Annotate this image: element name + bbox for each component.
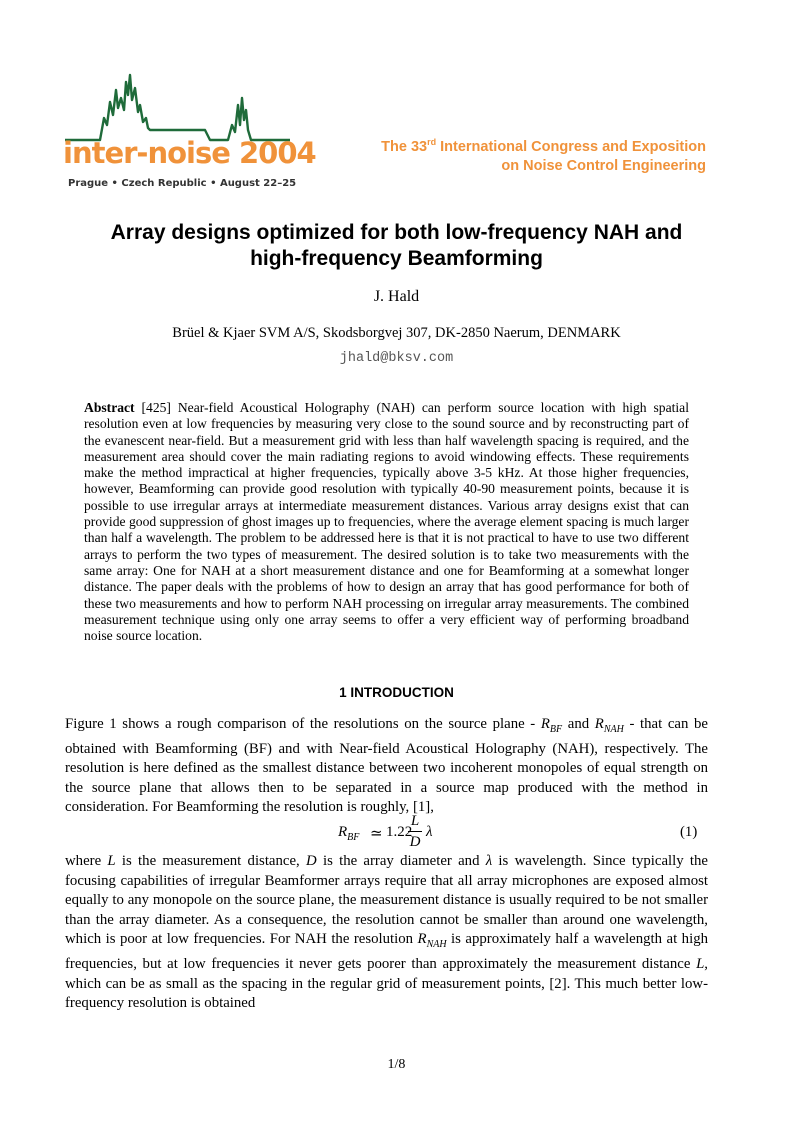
intro-paragraph-1: Figure 1 shows a rough comparison of the resolutions on the source plane - $R_{BF}$ and $R_{NAH}$ - that can be obtained with Beamforming (BF) and with Near-field Acoustical Holography (NAH), respectively. The resolution is here defined as the smallest distance between two incoherent monopoles of equal strength on the source plane that allows then to be separated in a source map produced with the method in consideration. For Beamforming the resolution is roughly, [1], — [65, 716, 708, 816]
conference-name — [381, 138, 706, 176]
intro-paragraph-2: where L is the measurement distance, D is the array diameter and λ is wavelength. Since typically the focusing capabilities of irregular Beamformer arrays require that all array microphones are exposed almost equally to any monopole on the source plane, the measurement distance is usually required to be not smaller than the array diameter. As a consequence, the resolution cannot be smaller than around one wavelength, which is poor at low frequencies. For NAH the resolution $R_{NAH}$ is approximately half a wavelength at high frequencies, but at low frequencies it never gets poorer than approximately the measurement distance L, which can be as small as the spacing in the regular grid of measurement points, [2]. This much better low-frequency resolution is obtained — [65, 853, 708, 1012]
page-number: 1/8 — [387, 1057, 406, 1072]
logo-tagline: Prague • Czech Republic • August 22–25 — [68, 178, 297, 189]
author-name: J. Hald — [373, 288, 420, 305]
equation-number: (1) — [680, 824, 698, 840]
equation-fraction: L D — [409, 813, 421, 850]
equation-lambda: λ — [426, 824, 433, 840]
abstract-label: Abstract — [84, 400, 135, 415]
equation-lhs: $R_{BF}$ — [338, 824, 360, 843]
equation-coefficient: 1.22 — [386, 824, 413, 840]
conference-logo — [60, 70, 316, 195]
conference-line-2: on Noise Control Engineering — [501, 158, 706, 174]
skyline-outline — [65, 75, 290, 140]
abstract-text: [425] Near-field Acoustical Holography (NAH) can perform source location with high spatial resolution even at low frequencies by measuring very close to the sound source and by reconstructing part of the evanescent near-field. But a measurement grid with less than half wavelength spacing is required, and the measurement area should cover the main radiating regions to avoid windowing effects. These requirements make the method impractical at higher frequencies, typically above 3-5 kHz. At those higher frequencies, however, Beamforming can provide good resolution with typically 40-90 measurement points, because it is possible to use irregular arrays at intermediate measurement distances. Various array designs exist that can provide good suppression of ghost images up to frequencies, where the average element spacing is much larger than half a wavelength. The problem to be addressed here is that it is not practical to have to use two different arrays to perform the two types of measurement. The desired solution is to take two measurements with the same array: One for NAH at a short measurement distance and one for Beamforming at a somewhat longer distance. The paper deals with the problems of how to design an array that has good performance for both of these two measurements and how to perform NAH processing on irregular array measurements. The combined measurement technique using only one array seems to offer a very efficient way of performing broadband noise source location. — [84, 400, 689, 644]
author-email: jhald@bksv.com — [339, 351, 454, 366]
equation-1 — [0, 812, 793, 856]
conference-line-1: The 33rd International Congress and Exposition — [381, 137, 706, 155]
author-affiliation: Brüel & Kjaer SVM A/S, Skodsborgvej 307, DK-2850 Naerum, DENMARK — [172, 325, 621, 341]
abstract-paragraph — [84, 400, 689, 644]
section-heading: 1 INTRODUCTION — [339, 685, 454, 700]
skyline-logo-graphic — [60, 70, 295, 195]
equation-approx-sign: ≃ — [370, 826, 383, 842]
paper-title: Array designs optimized for both low-frequency NAH and high-frequency Beamforming — [110, 221, 683, 270]
logo-wordmark: inter-noise 2004 — [63, 136, 316, 170]
